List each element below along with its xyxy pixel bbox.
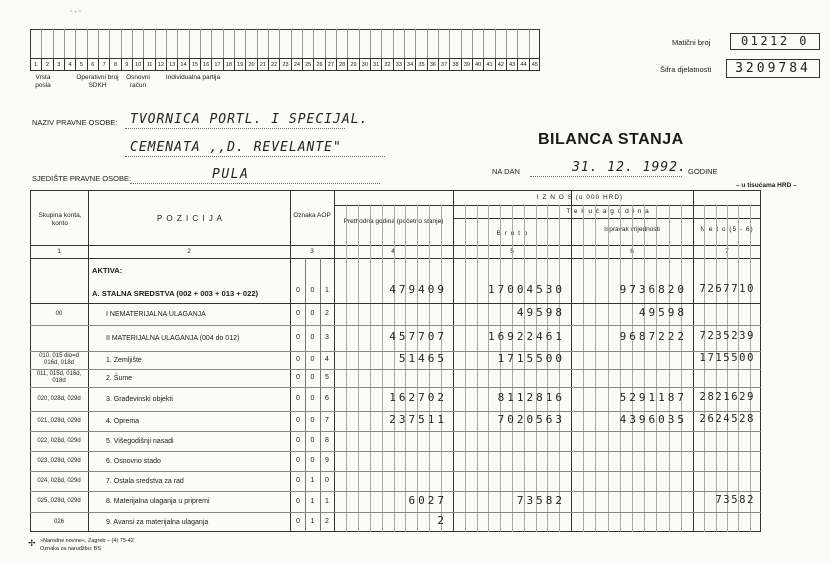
column-number: 6 [630, 248, 634, 255]
neto-header: N e t o (5 - 6) [700, 226, 754, 233]
publisher-logo-icon: ✢ [28, 538, 36, 548]
code-digit-box [336, 29, 337, 58]
aop-digit: 0 [296, 310, 300, 317]
pozicija-cell: 9. Avansi za materijalna ulaganja [106, 518, 209, 526]
code-digit-number: 13 [166, 59, 177, 71]
na-dan-label: NA DAN [492, 167, 520, 176]
code-digit-box [370, 29, 371, 58]
table-col-divider [88, 190, 89, 532]
code-digit-box [245, 29, 246, 58]
amount-prev: 2 [437, 514, 447, 527]
tekuca-header: T e k u ć a g o d i n a [566, 208, 650, 215]
aop-digit: 0 [310, 457, 315, 464]
code-digit-number: 16 [200, 59, 211, 71]
amount-prev: 51465 [398, 352, 447, 365]
maticni-label: Matični broj [672, 38, 711, 47]
code-digit-box [155, 29, 156, 58]
code-digit-number: 26 [313, 59, 324, 71]
code-digit-number: 34 [404, 59, 415, 71]
column-number: 1 [57, 248, 61, 255]
code-digit-box [506, 29, 507, 58]
prethodna-header: Prethodna godina (početno stanje) [343, 218, 444, 225]
aop-digit: 0 [296, 477, 300, 484]
publisher-line: »Narodne novine«, Zagreb – (4) 75-42 [40, 538, 134, 544]
code-digit-box [449, 29, 450, 58]
code-digit-number: 1 [34, 62, 38, 68]
pozicija-cell: 3. Građevinski objekti [106, 395, 173, 403]
pozicija-cell: 4. Oprema [106, 417, 140, 425]
code-digit-number: 37 [438, 59, 449, 71]
amount-bruto: 73582 [516, 493, 565, 507]
pozicija-cell: A. STALNA SREDSTVA (002 + 003 + 013 + 022) [92, 288, 259, 298]
code-digit-number: 18 [223, 59, 234, 71]
code-digit-box [461, 29, 462, 58]
aop-digit: 0 [296, 518, 300, 525]
col2-header: P O Z I C I J A [157, 214, 223, 223]
aop-digit: 0 [296, 457, 300, 464]
aop-digit: 0 [325, 477, 329, 484]
code-digit-number: 19 [234, 59, 245, 71]
code-digit-number: 7 [98, 59, 109, 71]
code-digit-number: 38 [449, 59, 460, 71]
column-number: 5 [510, 248, 514, 255]
aop-digit: 2 [325, 518, 329, 525]
konto-cell: 021, 028d, 029d [37, 417, 81, 424]
bruto-header: B r u t o [496, 230, 529, 237]
code-digit-number: 39 [461, 59, 472, 71]
naziv-line1: TVORNICA PORTL. I SPECIJAL. [130, 112, 369, 127]
pozicija-cell: 6. Osnovno stado [106, 457, 161, 465]
code-digit-box [483, 29, 484, 58]
aop-digit: 0 [310, 334, 315, 341]
code-digit-number: 24 [291, 59, 302, 71]
code-digit-box [75, 29, 76, 58]
code-digit-number: 3 [53, 59, 64, 71]
amount-ispravak: 5291187 [619, 391, 687, 404]
code-digit-box [87, 29, 88, 58]
amount-bruto: 17004530 [488, 283, 565, 296]
code-digit-box [132, 29, 133, 58]
code-digit-box [166, 29, 167, 58]
code-digit-box [41, 29, 42, 58]
table-col-divider [571, 190, 572, 532]
label-operativni: Operativni broj SDKH [76, 74, 119, 89]
code-digit-number: 2 [41, 59, 52, 71]
aop-digit: 9 [325, 457, 329, 464]
amount-bruto: 7020563 [497, 413, 565, 426]
amount-prev: 457707 [389, 330, 447, 343]
row-divider [30, 431, 761, 432]
aop-digit: 0 [310, 437, 315, 444]
code-digit-number: 4 [64, 59, 75, 71]
aop-digit: 1 [310, 497, 315, 505]
code-digit-number: 36 [427, 59, 438, 71]
code-digit-number: 25 [302, 59, 313, 71]
code-digit-box [211, 29, 212, 58]
code-digit-number: 15 [189, 59, 200, 71]
aop-digit: 3 [325, 334, 329, 341]
code-digit-box [279, 29, 280, 58]
sjediste-label: SJEDIŠTE PRAVNE OSOBE: [32, 174, 132, 183]
col3-header: Oznaka AOP [293, 212, 331, 219]
ispravak-header: Ispravak vrijednosti [604, 226, 660, 233]
aop-digit: 1 [310, 477, 315, 484]
code-digit-number: 23 [279, 59, 290, 71]
colnum-bottom-line [30, 258, 761, 259]
code-digit-box [109, 29, 110, 58]
unit-note: – u tisućama HRD – [736, 182, 797, 189]
amount-neto: 7235239 [699, 330, 755, 342]
code-digit-box [393, 29, 394, 58]
code-digit-box [325, 29, 326, 58]
aop-digit: 0 [310, 395, 315, 402]
aop-digit: 1 [325, 497, 329, 505]
row-divider [30, 512, 761, 513]
aop-digit: 0 [310, 374, 315, 381]
code-digit-box [53, 29, 54, 58]
code-digit-box [517, 29, 518, 58]
label-individualna: Individualna partija [165, 74, 221, 81]
konto-cell [31, 280, 87, 302]
amount-ispravak: 4396035 [619, 413, 687, 426]
aop-digit: 1 [325, 287, 329, 294]
godine-label: GODINE [688, 167, 718, 176]
code-digit-number: 12 [155, 59, 166, 71]
row-divider [30, 325, 761, 326]
aop-digit: 0 [296, 334, 300, 341]
sifra-label: Šifra djelatnosti [660, 65, 712, 74]
page-title: BILANCA STANJA [538, 131, 684, 148]
konto-cell: 026 [53, 518, 64, 525]
aop-digit: 0 [310, 417, 315, 424]
code-digit-number: 44 [517, 59, 528, 71]
amount-neto: 2821629 [699, 391, 755, 403]
konto-cell: 024, 028d, 029d [37, 477, 81, 484]
col1-header: Skupina konta, konto [38, 212, 82, 227]
code-digit-box [495, 29, 496, 58]
aop-digit: 0 [296, 374, 300, 381]
konto-cell: 020, 028d, 029d [37, 395, 81, 402]
amount-ispravak: 49598 [638, 306, 687, 319]
code-digit-number: 35 [415, 59, 426, 71]
amount-neto: 1715500 [699, 352, 755, 364]
pozicija-cell: 5. Višegodišnji nasadi [106, 437, 174, 445]
code-digit-number: 41 [483, 59, 494, 71]
code-digit-box [121, 29, 122, 58]
amount-bruto: 16922461 [488, 330, 565, 343]
date-value: 31. 12. 1992. [572, 160, 687, 175]
konto-cell: 023, 028d, 029d [37, 457, 81, 464]
aop-digit: 1 [310, 518, 315, 525]
column-number: 2 [187, 248, 191, 255]
code-digit-number: 42 [495, 59, 506, 71]
code-digit-number: 31 [370, 59, 381, 71]
code-digit-number: 9 [121, 59, 132, 71]
code-digit-number: 28 [336, 59, 347, 71]
code-digit-box [64, 29, 65, 58]
code-digit-box [302, 29, 303, 58]
amount-ispravak: 9736820 [619, 283, 687, 296]
aop-digit: 0 [310, 287, 315, 294]
code-digit-box [415, 29, 416, 58]
konto-cell: 022, 028d, 029d [37, 437, 81, 444]
code-digit-box [438, 29, 439, 58]
code-digit-number: 22 [268, 59, 279, 71]
code-digit-box [98, 29, 99, 58]
amount-prev: 479409 [389, 283, 447, 296]
aop-digit: 6 [325, 395, 329, 402]
aop-digit: 4 [325, 356, 329, 363]
code-digit-box [472, 29, 473, 58]
aop-digit: 0 [310, 310, 315, 317]
code-digit-number: 8 [109, 59, 120, 71]
code-digit-number: 5 [75, 59, 86, 71]
aop-digit: 0 [296, 356, 300, 363]
code-digit-box [381, 29, 382, 58]
amount-bruto: 1715500 [497, 352, 565, 365]
pozicija-cell: I NEMATERIJALNA ULAGANJA [106, 310, 206, 318]
pozicija-cell: 1. Zemljište [106, 356, 142, 364]
row-divider [30, 451, 761, 452]
aop-digit: 0 [296, 497, 300, 505]
code-digit-box [143, 29, 144, 58]
code-digit-number: 20 [245, 59, 256, 71]
sifra-value: 3209784 [726, 59, 820, 78]
pozicija-cell: 7. Ostala sredstva za rad [106, 477, 184, 485]
aop-digit: 0 [296, 437, 300, 444]
aop-digit: 0 [296, 287, 300, 294]
aop-digit: 8 [325, 437, 329, 444]
code-digit-number: 33 [393, 59, 404, 71]
pozicija-cell: 2. Šume [106, 374, 133, 382]
amount-prev: 162702 [389, 391, 447, 404]
code-digit-box [427, 29, 428, 58]
pozicija-cell: II MATERIJALNA ULAGANJA (004 do 012) [106, 334, 240, 342]
code-digit-box [529, 29, 530, 58]
label-osnovni: Osnovni račun [126, 74, 150, 89]
konto-cell [31, 326, 87, 350]
konto-cell: 00 [55, 310, 63, 317]
column-number: 7 [725, 248, 729, 255]
code-digit-box [200, 29, 201, 58]
konto-cell: 010, 015 dio=d 016d, 018d [39, 353, 79, 366]
label-vrsta-posla: Vrsta posla [35, 74, 51, 89]
row-divider [30, 387, 761, 388]
konto-cell [31, 259, 87, 278]
naziv-label: NAZIV PRAVNE OSOBE: [32, 118, 118, 127]
amount-prev: 6027 [408, 493, 447, 507]
section-line [30, 303, 761, 304]
code-digit-number: 32 [381, 59, 392, 71]
header-bottom-line [30, 245, 761, 246]
amount-neto: 7267710 [699, 283, 755, 295]
amount-prev: 237511 [389, 413, 447, 426]
row-divider [30, 369, 761, 370]
amount-neto: 2624528 [699, 413, 755, 425]
amount-bruto: 49598 [516, 306, 565, 319]
code-digit-box [234, 29, 235, 58]
code-digit-number: 11 [143, 59, 154, 71]
maticni-value: 01212 0 [730, 33, 820, 50]
code-digit-number: 14 [177, 59, 188, 71]
code-digit-box [257, 29, 258, 58]
pozicija-cell: AKTIVA: [92, 266, 123, 275]
table-col-divider [290, 190, 291, 532]
aop-digit: 2 [325, 310, 329, 317]
konto-cell: 011, 015d, 016d, 018d [36, 371, 82, 384]
code-digit-box [189, 29, 190, 58]
code-digit-number: 30 [359, 59, 370, 71]
code-digit-number: 6 [87, 59, 98, 71]
code-digit-box [268, 29, 269, 58]
code-digit-box [359, 29, 360, 58]
code-digit-box [313, 29, 314, 58]
konto-cell: 025, 028d, 029d [37, 498, 81, 504]
pozicija-cell: 8. Materijalna ulaganja u pripremi [106, 498, 210, 505]
aop-digit: 0 [296, 417, 300, 424]
row-divider [30, 411, 761, 412]
code-digit-number: 43 [506, 59, 517, 71]
sjediste-value: PULA [212, 167, 250, 182]
amount-ispravak: 9687222 [619, 330, 687, 343]
code-digit-number: 45 [529, 59, 540, 71]
code-digit-box [347, 29, 348, 58]
code-digit-number: 29 [347, 59, 358, 71]
code-digit-box [291, 29, 292, 58]
amount-neto: 73582 [715, 493, 755, 506]
row-divider [30, 471, 761, 472]
aop-digit: 0 [296, 395, 300, 402]
code-digit-number: 10 [132, 59, 143, 71]
order-code: Oznaka za narudžbu: BS [40, 546, 102, 552]
scan-marks: " * " [70, 10, 81, 17]
code-digit-box [177, 29, 178, 58]
column-number: 3 [310, 248, 314, 255]
naziv-line2: CEMENATA ,,D. REVELANTE" [130, 140, 342, 155]
aop-digit: 0 [310, 356, 315, 363]
code-digit-number: 40 [472, 59, 483, 71]
code-digit-number: 21 [257, 59, 268, 71]
aop-digit: 5 [325, 374, 329, 381]
code-digit-number: 17 [211, 59, 222, 71]
aop-digit: 7 [325, 417, 329, 424]
row-divider [30, 491, 761, 492]
column-number: 4 [391, 248, 395, 255]
amount-bruto: 8112816 [497, 391, 565, 404]
iznos-header: I Z N O S (u 000 HRD) [536, 194, 624, 201]
code-digit-box [404, 29, 405, 58]
code-digit-box [223, 29, 224, 58]
code-digit-number: 27 [325, 59, 336, 71]
